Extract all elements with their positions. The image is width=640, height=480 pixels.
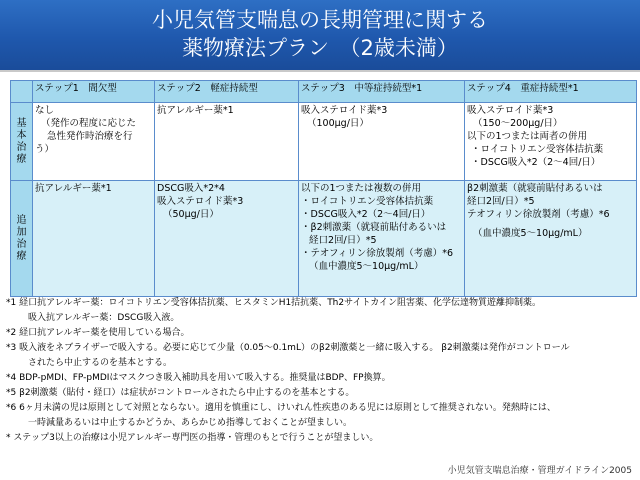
text-line: 吸入ステロイド薬*3 <box>467 105 554 116</box>
text-line: ・ロイコトリエン受容体拮抗薬 <box>301 196 434 207</box>
footnote-6: *6 6ヶ月未満の児は原則として対照とならない。適用を慎重にし、けいれん性疾患のある児には原則として推奨されない。発熱時には、 <box>6 403 556 413</box>
text-line: 吸入ステロイド薬*3 <box>301 105 388 116</box>
basic-step2-cell <box>155 103 299 181</box>
footnote-1: *1 経口抗アレルギー薬：ロイコトリエン受容体拮抗薬、ヒスタミンH1拮抗薬、Th2サイトカイン阻害薬、化学伝達物質遊離抑制薬。 <box>6 298 541 308</box>
text-line: テオフィリン徐放製剤（考慮）*6 <box>467 209 610 220</box>
text-line: 抗アレルギー薬*1 <box>157 105 234 116</box>
header-step4: ステップ4 重症持続型*1 <box>465 81 637 103</box>
footnote-4: *4 BDP-pMDI、FP-pMDIはマスクつき吸入補助具を用いて吸入する。推奨量はBDP、FP換算。 <box>6 373 391 383</box>
text-line: 経口2回/日）*5 <box>467 196 535 207</box>
header-step2: ステップ2 軽症持続型 <box>155 81 299 103</box>
header-divider <box>0 70 640 72</box>
text-line: ・DSCG吸入*2（2〜4回/日） <box>301 209 431 220</box>
text-line: 吸入ステロイド薬*3 <box>157 196 244 207</box>
text-line: ・ロイコトリエン受容体拮抗薬 <box>471 144 604 155</box>
text-line: なし <box>35 105 55 116</box>
footnote-1-continued: 吸入抗アレルギー薬：DSCG吸入液。 <box>28 313 180 323</box>
table-header-row <box>11 81 637 103</box>
text-line: （150〜200μg/日） <box>473 118 563 129</box>
text-line: 急性発作時治療を行 <box>47 131 133 142</box>
treatment-plan-table <box>10 80 637 297</box>
text-line: （血中濃度5〜10μg/mL） <box>473 228 588 239</box>
text-line: 経口2回/日）*5 <box>309 235 377 246</box>
footnotes <box>6 296 636 446</box>
text-line: ・テオフィリン徐放製剤（考慮）*6 <box>301 248 454 259</box>
additional-step1-cell <box>33 181 155 297</box>
text-line: 抗アレルギー薬*1 <box>35 183 112 194</box>
row-label-additional: 追加治療 <box>11 181 33 297</box>
additional-step2-cell <box>155 181 299 297</box>
header-blank-cell <box>11 81 33 103</box>
table-row-basic <box>11 103 637 181</box>
header-step3: ステップ3 中等症持続型*1 <box>299 81 465 103</box>
text-line: β2刺激薬（就寝前貼付あるいは <box>467 183 603 194</box>
text-line: ・β2刺激薬（就寝前貼付あるいは <box>301 222 447 233</box>
text-line: 以下の1つまたは複数の併用 <box>301 183 422 194</box>
additional-step3-cell <box>299 181 465 297</box>
text-line: （血中濃度5〜10μg/mL） <box>309 261 424 272</box>
table-row-additional <box>11 181 637 297</box>
text-line: （発作の程度に応じた <box>41 118 137 129</box>
footnote-3: *3 吸入液をネブライザーで吸入する。必要に応じて少量（0.05〜0.1mL）のβ2刺激薬と一緒に吸入する。 β2刺激薬は発作がコントロール <box>6 343 570 353</box>
text-line: 以下の1つまたは両者の併用 <box>467 131 588 142</box>
text-line: DSCG吸入*2*4 <box>157 183 225 194</box>
basic-step3-cell <box>299 103 465 181</box>
footnote-3-continued: されたら中止するのを基本とする。 <box>28 358 173 368</box>
row-label-basic: 基本治療 <box>11 103 33 181</box>
source-citation: 小児気管支喘息治療・管理ガイドライン2005 <box>447 466 632 476</box>
slide-title <box>0 6 640 62</box>
text-line: （100μg/日） <box>307 118 369 129</box>
title-line-1: 小児気管支喘息の長期管理に関する <box>152 8 488 32</box>
header-step1: ステップ1 間欠型 <box>33 81 155 103</box>
footnote-6-continued: 一時減量あるいは中止するかどうか、あらかじめ指導しておくことが望ましい。 <box>28 418 353 428</box>
title-line-2: 薬物療法プラン （2歳未満） <box>182 36 458 60</box>
footnote-general: * ステップ3以上の治療は小児アレルギー専門医の指導・管理のもとで行うことが望ましい。 <box>6 433 379 443</box>
footnote-2: *2 経口抗アレルギー薬を使用している場合。 <box>6 328 190 338</box>
text-line: （50μg/日） <box>163 209 219 220</box>
title-banner <box>0 0 640 70</box>
additional-step4-cell <box>465 181 637 297</box>
basic-step4-cell <box>465 103 637 181</box>
footnote-5: *5 β2刺激薬（貼付・経口）は症状がコントロールされたら中止するのを基本とする。 <box>6 388 355 398</box>
text-line: ・DSCG吸入*2（2〜4回/日） <box>471 157 601 168</box>
text-line: う） <box>35 144 55 155</box>
basic-step1-cell <box>33 103 155 181</box>
